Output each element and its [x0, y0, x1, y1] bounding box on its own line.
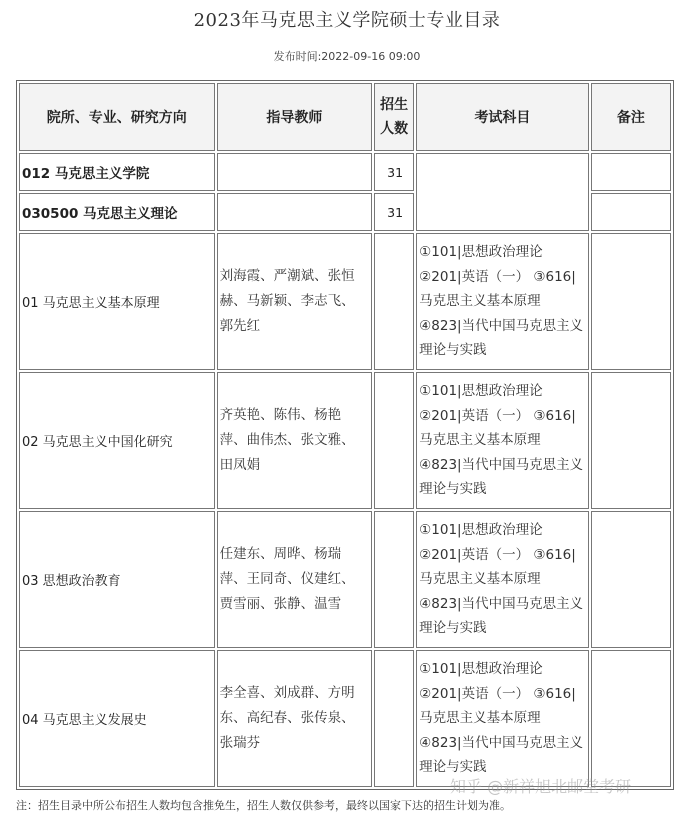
exam-line: ①101|思想政治理论: [419, 661, 543, 678]
teacher-line: 李全喜、刘成群、方明: [219, 685, 355, 701]
direction-teachers: [217, 650, 372, 787]
header-enrollment-line2: 人数: [380, 121, 409, 137]
exam-line: ①101|思想政治理论: [419, 244, 543, 261]
exam-line: ④823|当代中国马克思主义: [419, 317, 584, 334]
exam-line: ④823|当代中国马克思主义: [419, 595, 584, 612]
exam-line: 马克思主义基本原理: [419, 710, 541, 727]
dept-exams: [416, 153, 589, 231]
direction-name: 04 马克思主义发展史: [19, 650, 215, 787]
catalog-table: [16, 80, 674, 790]
dept-name: 012 马克思主义学院: [19, 153, 215, 191]
header-supervisors: 指导教师: [217, 83, 372, 151]
dept-count: 31: [374, 153, 414, 191]
teacher-line: 田凤娟: [219, 457, 261, 473]
direction-remarks: [591, 372, 671, 509]
exam-line: 理论与实践: [419, 759, 487, 776]
dept-remarks: [591, 153, 671, 191]
exam-line: 理论与实践: [419, 342, 487, 359]
direction-teachers: [217, 511, 372, 648]
direction-row-02: [19, 372, 671, 509]
teacher-line: 萍、王同奇、仪建红、: [219, 571, 355, 587]
exam-line: ①101|思想政治理论: [419, 383, 543, 400]
direction-name: 01 马克思主义基本原理: [19, 233, 215, 370]
exam-line: 马克思主义基本原理: [419, 571, 541, 588]
exam-line: 理论与实践: [419, 620, 487, 637]
direction-count: [374, 650, 414, 787]
page-title: 2023年马克思主义学院硕士专业目录: [193, 10, 501, 31]
exam-line: ②201|英语（一） ③616|: [419, 407, 576, 424]
exam-line: 马克思主义基本原理: [419, 432, 541, 449]
major-remarks: [591, 193, 671, 231]
header-enrollment-line1: 招生: [380, 97, 409, 113]
teacher-line: 张瑞芬: [219, 735, 261, 751]
footnote: 注：招生目录中所公布招生人数均包含推免生，招生人数仅供参考，最终以国家下达的招生计划为准。: [16, 799, 511, 812]
teacher-line: 任建东、周晔、杨瑞: [219, 546, 342, 562]
header-enrollment: [374, 83, 414, 151]
exam-line: ①101|思想政治理论: [419, 522, 543, 539]
exam-line: 马克思主义基本原理: [419, 293, 541, 310]
direction-row-01: [19, 233, 671, 370]
direction-count: [374, 511, 414, 648]
direction-teachers: [217, 233, 372, 370]
watermark: 知乎 @新祥旭北邮堂考研: [450, 777, 632, 796]
direction-name: 03 思想政治教育: [19, 511, 215, 648]
publish-time: 发布时间:2022-09-16 09:00: [273, 50, 421, 63]
direction-remarks: [591, 233, 671, 370]
exam-line: 理论与实践: [419, 481, 487, 498]
direction-remarks: [591, 650, 671, 787]
header-exams: 考试科目: [416, 83, 589, 151]
direction-row-04: [19, 650, 671, 787]
direction-name: 02 马克思主义中国化研究: [19, 372, 215, 509]
teacher-line: 萍、曲伟杰、张文雅、: [219, 432, 355, 448]
teacher-line: 赫、马新颖、李志飞、: [219, 293, 355, 309]
table-header-row: [19, 83, 671, 151]
exam-line: ②201|英语（一） ③616|: [419, 685, 576, 702]
teacher-line: 贾雪丽、张静、温雪: [219, 596, 342, 612]
major-supervisors: [217, 193, 372, 231]
direction-exams: [416, 511, 589, 648]
direction-count: [374, 233, 414, 370]
direction-teachers: [217, 372, 372, 509]
dept-supervisors: [217, 153, 372, 191]
direction-exams: [416, 372, 589, 509]
direction-count: [374, 372, 414, 509]
header-remarks: 备注: [591, 83, 671, 151]
major-name: 030500 马克思主义理论: [19, 193, 215, 231]
exam-line: ②201|英语（一） ③616|: [419, 546, 576, 563]
exam-line: ②201|英语（一） ③616|: [419, 268, 576, 285]
direction-remarks: [591, 511, 671, 648]
dept-row: [19, 153, 671, 191]
direction-row-03: [19, 511, 671, 648]
teacher-line: 齐英艳、陈伟、杨艳: [219, 407, 342, 423]
exam-line: ④823|当代中国马克思主义: [419, 456, 584, 473]
teacher-line: 东、高纪春、张传泉、: [219, 710, 355, 726]
major-count: 31: [374, 193, 414, 231]
exam-line: ④823|当代中国马克思主义: [419, 734, 584, 751]
header-program: 院所、专业、研究方向: [19, 83, 215, 151]
direction-exams: [416, 233, 589, 370]
direction-exams: [416, 650, 589, 787]
teacher-line: 刘海霞、严潮斌、张恒: [219, 268, 355, 284]
teacher-line: 郭先红: [219, 318, 261, 334]
